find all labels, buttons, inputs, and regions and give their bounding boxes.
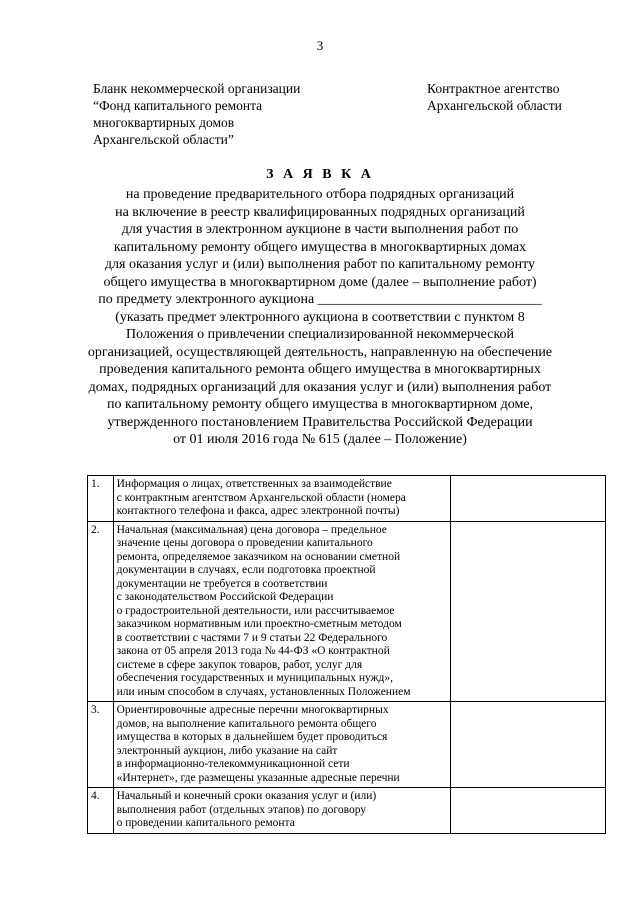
body-line: на включение в реестр квалифицированных подрядных организаций [115,204,525,220]
body-line: от 01 июля 2016 года № 615 (далее – Положение) [173,432,467,447]
recipient-line: Архангельской области [427,98,562,113]
row-description [113,702,451,788]
body-line: для оказания услуг и (или) выполнения работ по капитальному ремонту [104,257,536,272]
row-value-field[interactable] [451,476,606,522]
page-number: 3 [316,38,324,53]
row-description [113,788,451,834]
row-text-line: или иным способом в случаях, установленных Положением [116,685,411,698]
row-description [113,521,451,702]
recipient-line: Контрактное агентство [427,81,560,96]
row-text-line: обеспечения государственных и муниципальных нужд», [116,672,394,684]
row-text-line: электронный аукцион, либо указание на сайт [116,744,338,757]
row-text-line: Информация о лицах, ответственных за взаимодействие [116,478,392,490]
row-number: 2. [88,521,114,702]
sender-line: “Фонд капитального ремонта [93,98,263,113]
row-text-line: контактного телефона и факса, адрес электронной почты) [116,505,400,517]
row-text-line: «Интернет», где размещены указанные адресные перечни [116,771,400,784]
row-text-line: Ориентировочные адресные перечни многоквартирных [116,704,389,716]
row-text-line: выполнения работ (отдельных этапов) по договору [116,803,367,816]
application-table [87,475,606,834]
recipient-block [427,80,562,114]
row-text-line: домов, на выполнение капитального ремонта общего [116,717,377,730]
row-text-line: в информационно-телекоммуникационной сети [116,758,350,770]
row-value-field[interactable] [451,521,606,702]
row-text-line: заказчиком нормативным или проектно-сметным методом [116,618,402,630]
table-row [88,788,606,834]
body-line: капитальному ремонту общего имущества в многоквартирных домах [113,239,527,255]
row-text-line: с контрактным агентством Архангельской области (номера [116,491,406,504]
sender-line: многоквартирных домов [93,115,235,130]
sender-block [93,80,300,148]
body-line: Положения о привлечении специализированной некоммерческой [125,327,515,342]
row-text-line: имущества в которых в дальнейшем будет проводиться [116,731,388,743]
row-text-line: закона от 05 апреля 2013 года № 44-ФЗ «О контрактной [116,645,390,657]
body-line: по капитальному ремонту общего имущества в многоквартирном доме, [106,397,534,412]
body-line: на проведение предварительного отбора подрядных организаций [125,187,515,202]
row-text-line: Начальный и конечный сроки оказания услуг и (или) [116,790,377,802]
row-description [113,476,451,522]
row-number: 4. [88,788,114,834]
body-line: для участия в электронном аукционе в части выполнения работ по [121,222,519,237]
body-line: домах, подрядных организаций для оказания услуг и (или) выполнения работ [88,379,552,395]
sender-line: Бланк некоммерческой организации [93,81,301,96]
row-text-line: с законодательством Российской Федерации [116,591,334,603]
body-line: (указать предмет электронного аукциона в соответствии с пунктом 8 [115,309,525,325]
row-text-line: документации не требуется в соответствии [116,577,328,590]
row-text-line: системе в сфере закупок товаров, работ, услуг для [116,658,363,671]
table-row [88,476,606,522]
body-line: утвержденного постановлением Правительства Российской Федерации [107,414,533,430]
auction-subject-line: по предмету электронного аукциона ________________________________ [98,292,542,307]
sender-line: Архангельской области” [93,132,234,147]
row-text-line: о проведении капитального ремонта [116,817,295,829]
row-number: 1. [88,476,114,522]
row-text-line: в соответствии с частями 7 и 9 статьи 22 Федерального [116,631,388,644]
application-description [0,186,640,449]
body-line: организацией, осуществляющей деятельность, направленную на обеспечение [87,344,553,360]
table-row [88,702,606,788]
row-text-line: о градостроительной деятельности, или рассчитываемое [116,604,395,617]
row-value-field[interactable] [451,788,606,834]
row-text-line: значение цены договора о проведении капитального [116,537,373,549]
row-number: 3. [88,702,114,788]
body-line: общего имущества в многоквартирном доме (далее – выполнение работ) [103,274,537,290]
row-text-line: документации в случаях, если подготовка проектной [116,564,376,576]
table-row [88,521,606,702]
row-value-field[interactable] [451,702,606,788]
body-line: проведения капитального ремонта общего имущества в многоквартирных [99,362,541,377]
row-text-line: Начальная (максимальная) цена договора – предельное [116,523,387,536]
document-title: З А Я В К А [266,167,374,182]
row-text-line: ремонта, определяемое заказчиком на основании сметной [116,550,401,563]
